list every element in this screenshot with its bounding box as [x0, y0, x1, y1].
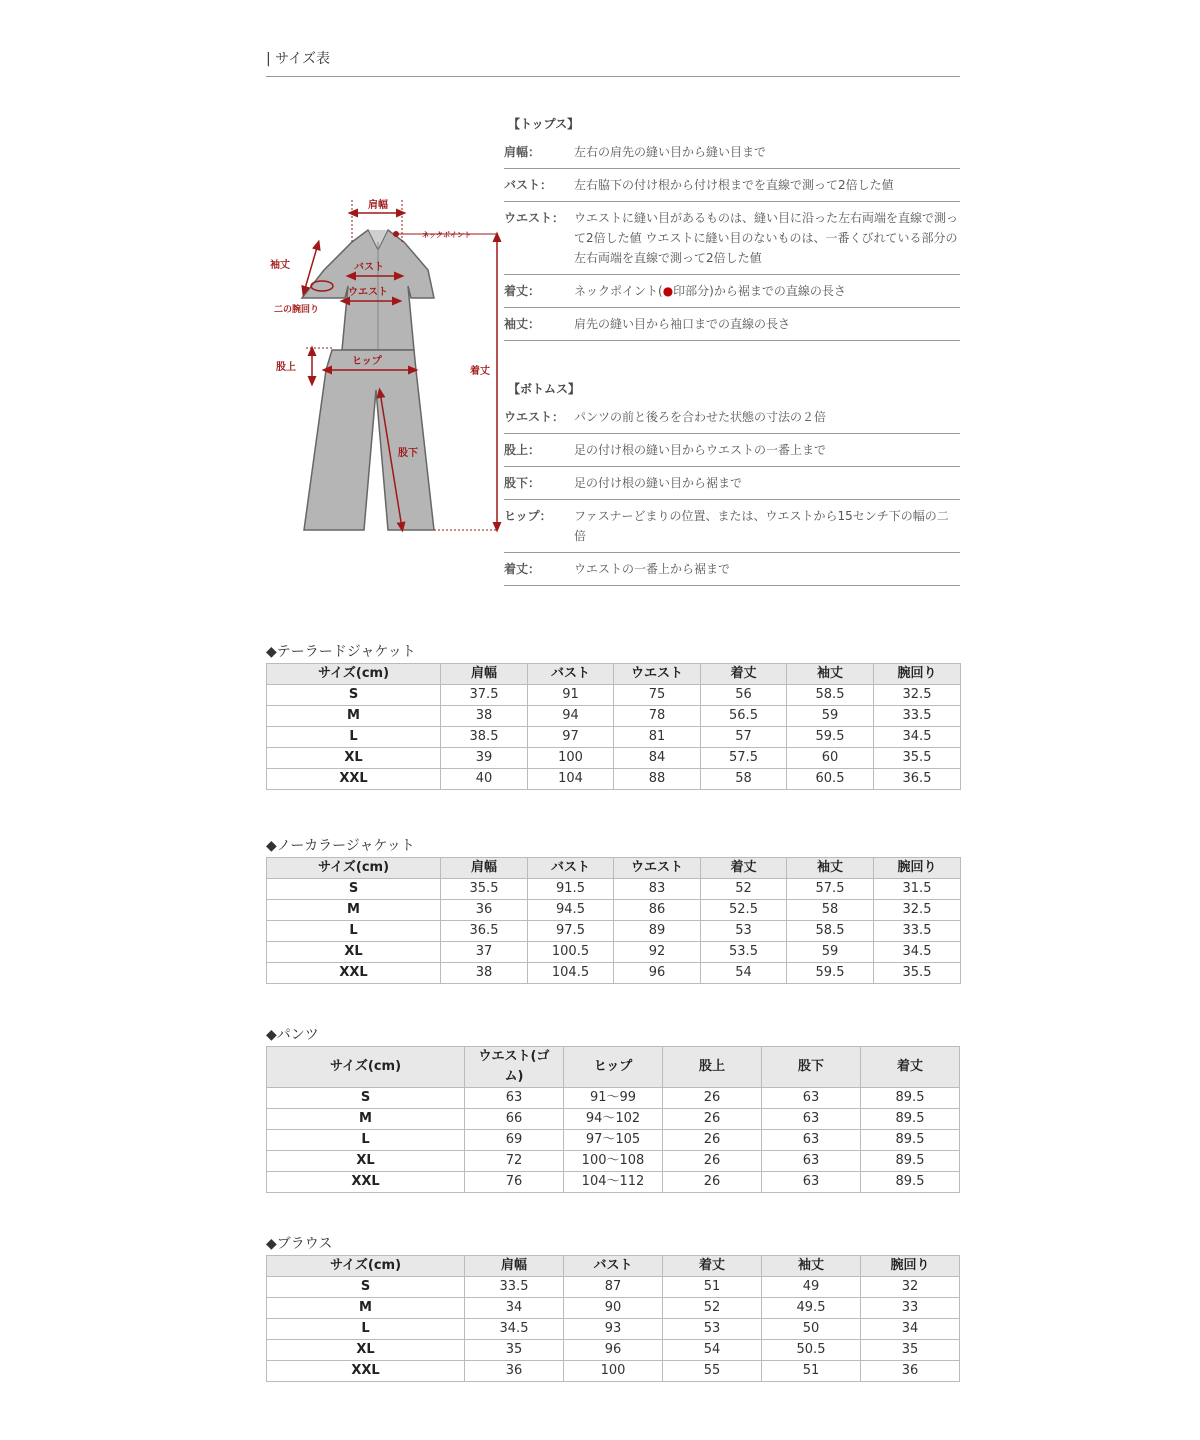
table-cell: 54 [663, 1340, 762, 1361]
table-cell: 94 [528, 706, 614, 727]
table-cell: 91.5 [528, 879, 614, 900]
table-cell: 58.5 [787, 921, 874, 942]
size-label-cell: S [267, 685, 441, 706]
table-cell: 58 [787, 900, 874, 921]
header-cell: 袖丈 [787, 858, 874, 879]
header-cell: ウエスト [614, 858, 701, 879]
table-row [267, 685, 961, 706]
table-cell: 49 [762, 1277, 861, 1298]
table-cell: 33.5 [874, 706, 961, 727]
header-cell: バスト [564, 1256, 663, 1277]
table-cell: 36 [861, 1361, 960, 1382]
table-cell: 76 [465, 1172, 564, 1193]
table-cell: 89 [614, 921, 701, 942]
table-cell: 26 [663, 1109, 762, 1130]
pants-shape [304, 350, 434, 530]
table-cell: 34.5 [874, 942, 961, 963]
table-row [267, 921, 961, 942]
table-cell: 56 [701, 685, 787, 706]
table-cell: 32.5 [874, 900, 961, 921]
table-cell: 38.5 [441, 727, 528, 748]
table-cell: 38 [441, 706, 528, 727]
size-table-collarless-jacket [266, 857, 961, 984]
size-label-cell: L [267, 1319, 465, 1340]
size-label-cell: XXL [267, 1172, 465, 1193]
def-term: バスト： [504, 178, 553, 192]
label-inseam: 股下 [398, 448, 418, 459]
table-cell: 37.5 [441, 685, 528, 706]
table-cell: 57 [701, 727, 787, 748]
table-cell: 32 [861, 1277, 960, 1298]
def-row [504, 169, 960, 202]
table-cell: 54 [701, 963, 787, 984]
size-label-cell: M [267, 1109, 465, 1130]
table-cell: 100～108 [564, 1151, 663, 1172]
header-cell: 肩幅 [465, 1256, 564, 1277]
table-cell: 49.5 [762, 1298, 861, 1319]
table-cell: 104.5 [528, 963, 614, 984]
table-cell: 26 [663, 1172, 762, 1193]
size-label-cell: L [267, 921, 441, 942]
size-label-cell: L [267, 727, 441, 748]
table-header-row [267, 1047, 960, 1088]
table-cell: 69 [465, 1130, 564, 1151]
header-cell: 袖丈 [787, 664, 874, 685]
table-row [267, 769, 961, 790]
def-row [504, 202, 960, 275]
table-cell: 34 [465, 1298, 564, 1319]
def-row [504, 275, 960, 308]
table-cell: 38 [441, 963, 528, 984]
header-cell: ヒップ [564, 1047, 663, 1088]
def-desc: パンツの前と後ろを合わせた状態の寸法の２倍 [574, 410, 827, 424]
header-cell: 袖丈 [762, 1256, 861, 1277]
table-cell: 34 [861, 1319, 960, 1340]
table-cell: 34.5 [465, 1319, 564, 1340]
size-label-cell: XL [267, 1340, 465, 1361]
header-cell: ウエスト(ゴム) [465, 1047, 564, 1088]
size-table-pants [266, 1046, 960, 1193]
bottoms-heading: 【ボトムス】 [508, 382, 581, 396]
header-cell: サイズ(cm) [267, 858, 441, 879]
table-cell: 52 [701, 879, 787, 900]
table-cell: 36.5 [441, 921, 528, 942]
table-cell: 97.5 [528, 921, 614, 942]
table-cell: 55 [663, 1361, 762, 1382]
table-row [267, 1340, 960, 1361]
table-cell: 51 [663, 1277, 762, 1298]
table-row [267, 1361, 960, 1382]
table-cell: 26 [663, 1130, 762, 1151]
table-cell: 60.5 [787, 769, 874, 790]
size-label-cell: S [267, 1277, 465, 1298]
table-cell: 36.5 [874, 769, 961, 790]
table-cell: 63 [465, 1088, 564, 1109]
def-term: ウエスト： [504, 211, 565, 225]
table-header-row [267, 664, 961, 685]
label-neck-point: ネックポイント [422, 231, 471, 239]
table-cell: 39 [441, 748, 528, 769]
size-label-cell: XL [267, 942, 441, 963]
tops-heading: 【トップス】 [508, 117, 580, 131]
def-row [504, 467, 960, 500]
def-row [504, 553, 960, 586]
table-cell: 89.5 [861, 1130, 960, 1151]
table-cell: 63 [762, 1088, 861, 1109]
def-desc: ウエストに縫い目があるものは、縫い目に沿った左右両端を直線で測って2倍した値 ウエストに縫い目のないものは、一番くびれている部分の左右両端を直線で測って2倍した値 [574, 211, 959, 265]
def-term: 着丈： [504, 284, 541, 298]
table-cell: 100.5 [528, 942, 614, 963]
table-cell: 40 [441, 769, 528, 790]
table-cell: 87 [564, 1277, 663, 1298]
def-desc: 左右脇下の付け根から付け根までを直線で測って2倍した値 [574, 178, 894, 192]
def-term: 股下： [504, 476, 541, 490]
table-cell: 75 [614, 685, 701, 706]
def-term: 着丈： [504, 562, 541, 576]
def-term: 股上： [504, 443, 541, 457]
header-cell: 着丈 [701, 858, 787, 879]
def-desc: ファスナーどまりの位置、または、ウエストから15センチ下の幅の二倍 [574, 509, 949, 543]
header-cell: 着丈 [701, 664, 787, 685]
size-label-cell: L [267, 1130, 465, 1151]
table-header-row [267, 858, 961, 879]
table-cell: 59.5 [787, 963, 874, 984]
header-cell: 腕回り [861, 1256, 960, 1277]
table-title-collarless-jacket: ◆ノーカラージャケット [266, 838, 415, 854]
table-cell: 94～102 [564, 1109, 663, 1130]
label-rise: 股上 [276, 362, 296, 373]
table-cell: 91～99 [564, 1088, 663, 1109]
table-cell: 104～112 [564, 1172, 663, 1193]
header-cell: バスト [528, 858, 614, 879]
header-cell: 肩幅 [441, 664, 528, 685]
table-cell: 33.5 [874, 921, 961, 942]
table-row [267, 963, 961, 984]
header-cell: 股下 [762, 1047, 861, 1088]
size-label-cell: XXL [267, 1361, 465, 1382]
label-waist: ウエスト [348, 287, 388, 298]
table-cell: 100 [564, 1361, 663, 1382]
table-row [267, 1109, 960, 1130]
def-desc: 左右の肩先の縫い目から縫い目まで [574, 145, 767, 159]
table-row [267, 1319, 960, 1340]
def-desc [574, 281, 960, 301]
table-cell: 83 [614, 879, 701, 900]
table-cell: 96 [614, 963, 701, 984]
def-term: ヒップ： [504, 509, 552, 523]
measurement-definitions [504, 112, 960, 586]
table-row [267, 1172, 960, 1193]
table-cell: 97～105 [564, 1130, 663, 1151]
header-cell: 着丈 [663, 1256, 762, 1277]
table-cell: 26 [663, 1088, 762, 1109]
table-cell: 50.5 [762, 1340, 861, 1361]
def-desc: 肩先の縫い目から袖口までの直線の長さ [574, 317, 791, 331]
table-cell: 36 [465, 1361, 564, 1382]
table-row [267, 727, 961, 748]
label-length: 着丈 [470, 366, 490, 377]
table-row [267, 879, 961, 900]
table-cell: 89.5 [861, 1109, 960, 1130]
def-term: 肩幅： [504, 145, 541, 159]
table-cell: 84 [614, 748, 701, 769]
table-cell: 59.5 [787, 727, 874, 748]
measurement-diagram [266, 180, 506, 540]
table-cell: 81 [614, 727, 701, 748]
size-label-cell: XL [267, 748, 441, 769]
header-cell: 腕回り [874, 664, 961, 685]
label-sleeve: 袖丈 [270, 260, 290, 271]
def-desc-after: 印部分)から裾までの直線の長さ [673, 284, 846, 298]
header-cell: 肩幅 [441, 858, 528, 879]
table-cell: 90 [564, 1298, 663, 1319]
table-cell: 94.5 [528, 900, 614, 921]
size-table-tailored-jacket [266, 663, 961, 790]
size-label-cell: M [267, 706, 441, 727]
table-cell: 100 [528, 748, 614, 769]
header-cell: サイズ(cm) [267, 1047, 465, 1088]
header-cell: サイズ(cm) [267, 1256, 465, 1277]
table-cell: 66 [465, 1109, 564, 1130]
table-row [267, 1277, 960, 1298]
size-table-blouse [266, 1255, 960, 1382]
def-row [504, 500, 960, 553]
table-cell: 63 [762, 1151, 861, 1172]
table-cell: 57.5 [787, 879, 874, 900]
table-cell: 36 [441, 900, 528, 921]
table-cell: 50 [762, 1319, 861, 1340]
def-row [504, 136, 960, 169]
table-row [267, 942, 961, 963]
def-term: ウエスト： [504, 410, 565, 424]
table-cell: 37 [441, 942, 528, 963]
header-cell: ウエスト [614, 664, 701, 685]
header-cell: 腕回り [874, 858, 961, 879]
table-cell: 35.5 [874, 963, 961, 984]
table-cell: 93 [564, 1319, 663, 1340]
page-title: | サイズ表 [266, 46, 960, 77]
table-cell: 91 [528, 685, 614, 706]
table-cell: 63 [762, 1172, 861, 1193]
table-row [267, 1298, 960, 1319]
table-cell: 96 [564, 1340, 663, 1361]
table-cell: 35 [465, 1340, 564, 1361]
red-dot-mark: ● [662, 284, 674, 298]
label-hip: ヒップ [352, 356, 382, 367]
table-title-pants: ◆パンツ [266, 1027, 319, 1043]
size-label-cell: S [267, 1088, 465, 1109]
def-desc: ウエストの一番上から裾まで [574, 562, 731, 576]
table-cell: 92 [614, 942, 701, 963]
header-cell: 股上 [663, 1047, 762, 1088]
size-label-cell: XXL [267, 769, 441, 790]
table-cell: 34.5 [874, 727, 961, 748]
label-bust: バスト [354, 262, 384, 273]
table-row [267, 706, 961, 727]
table-cell: 89.5 [861, 1088, 960, 1109]
def-desc: 足の付け根の縫い目から裾まで [574, 476, 743, 490]
table-cell: 51 [762, 1361, 861, 1382]
def-desc-before: ネックポイント( [574, 284, 663, 298]
def-row [504, 308, 960, 341]
table-cell: 35 [861, 1340, 960, 1361]
table-cell: 53 [663, 1319, 762, 1340]
table-cell: 86 [614, 900, 701, 921]
table-cell: 53.5 [701, 942, 787, 963]
table-cell: 88 [614, 769, 701, 790]
table-row [267, 900, 961, 921]
header-cell: サイズ(cm) [267, 664, 441, 685]
table-cell: 58.5 [787, 685, 874, 706]
label-shoulder: 肩幅 [368, 200, 388, 211]
header-cell: 着丈 [861, 1047, 960, 1088]
table-title-blouse: ◆ブラウス [266, 1236, 333, 1252]
table-cell: 26 [663, 1151, 762, 1172]
table-cell: 56.5 [701, 706, 787, 727]
label-upper-arm: 二の腕回り [274, 305, 320, 315]
table-cell: 60 [787, 748, 874, 769]
size-label-cell: M [267, 1298, 465, 1319]
def-term: 袖丈： [504, 317, 541, 331]
table-cell: 89.5 [861, 1151, 960, 1172]
table-row [267, 748, 961, 769]
table-cell: 33 [861, 1298, 960, 1319]
table-header-row [267, 1256, 960, 1277]
table-cell: 63 [762, 1130, 861, 1151]
table-cell: 52 [663, 1298, 762, 1319]
table-cell: 33.5 [465, 1277, 564, 1298]
table-cell: 35.5 [874, 748, 961, 769]
table-cell: 63 [762, 1109, 861, 1130]
size-label-cell: M [267, 900, 441, 921]
table-cell: 57.5 [701, 748, 787, 769]
table-cell: 59 [787, 706, 874, 727]
def-row [504, 434, 960, 467]
table-cell: 58 [701, 769, 787, 790]
size-label-cell: XXL [267, 963, 441, 984]
table-row [267, 1130, 960, 1151]
size-label-cell: XL [267, 1151, 465, 1172]
table-cell: 32.5 [874, 685, 961, 706]
def-row [504, 401, 960, 434]
table-cell: 53 [701, 921, 787, 942]
table-cell: 31.5 [874, 879, 961, 900]
table-title-tailored-jacket: ◆テーラードジャケット [266, 644, 416, 660]
table-cell: 89.5 [861, 1172, 960, 1193]
table-row [267, 1088, 960, 1109]
def-desc: 足の付け根の縫い目からウエストの一番上まで [574, 443, 827, 457]
table-cell: 72 [465, 1151, 564, 1172]
table-cell: 59 [787, 942, 874, 963]
size-label-cell: S [267, 879, 441, 900]
table-cell: 52.5 [701, 900, 787, 921]
table-cell: 97 [528, 727, 614, 748]
header-cell: バスト [528, 664, 614, 685]
table-cell: 78 [614, 706, 701, 727]
table-cell: 35.5 [441, 879, 528, 900]
table-row [267, 1151, 960, 1172]
table-cell: 104 [528, 769, 614, 790]
